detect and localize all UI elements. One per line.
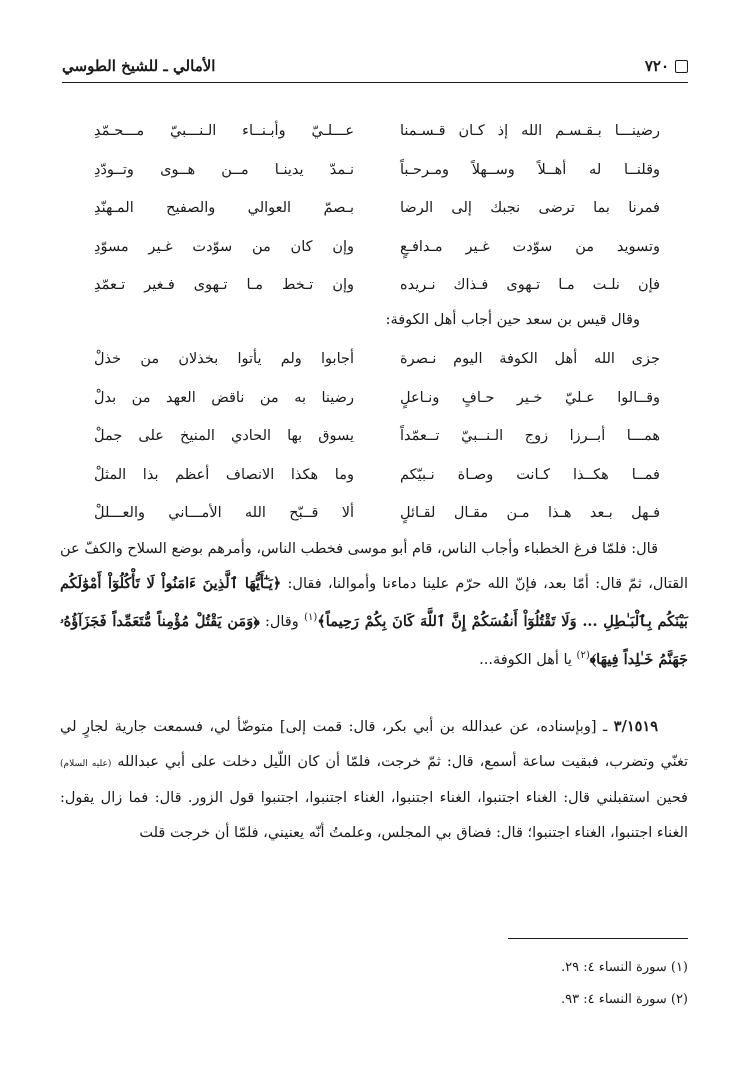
book-title: الأمالي ـ للشيخ الطوسي — [62, 57, 216, 75]
poem-two — [62, 340, 688, 533]
footnote-ref: (١) — [304, 612, 318, 623]
verse-first-hemistich: همـــا أبــرزا زوج الـنــبيّ تــعمّداً — [400, 428, 660, 445]
verse-second-hemistich: ألا قــبّح الله الأمـــاني والعـــللْ — [94, 505, 354, 522]
verse-row — [62, 112, 688, 151]
quran-verse: ﴿يَـٰٓأَيُّهَا ٱلَّذِينَ ءَامَنُواْ لَا تَأْكُلُوٓاْ أَمْوَٰلَكُم بَيْنَكُم بِٱلْبَـٰطِلِ ... وَلَا تَقْتُلُوٓاْ أَنفُسَكُمْ إِنَّ ٱللَّهَ كَانَ بِكُمْ رَحِيماً﴾ — [60, 574, 688, 630]
verse-first-hemistich: وقــالوا عـليّ خـير حـافٍ ونـاعلٍ — [400, 389, 660, 406]
paragraph-text: يا أهل الكوفة... — [479, 652, 577, 669]
verse-row — [62, 228, 688, 267]
honorific: (عليه السلام) — [60, 758, 112, 769]
paragraph-hadith — [60, 710, 688, 850]
verse-first-hemistich: فمــا هكــذا كـانت وصـاة نـبيّكم — [400, 466, 660, 483]
verse-row — [62, 340, 688, 379]
verse-second-hemistich: وإن كان من سوّدت غـير مسوّدِ — [94, 238, 354, 255]
footnote: (١) سورة النساء ٤: ٢٩. — [560, 960, 688, 975]
verse-second-hemistich: بـصمّ العوالي والصفيح المـهنّدِ — [94, 200, 354, 217]
verse-second-hemistich: نـمدّ يدينـا مــن هــوى وتــودّدِ — [94, 161, 354, 178]
hadith-paragraph — [60, 710, 688, 850]
verse-second-hemistich: وإن تـخط مـا تـهوى فـغير تـعمّدِ — [94, 277, 354, 294]
header-rule — [62, 82, 688, 83]
verse-first-hemistich: جزى الله أهل الكوفة اليوم نـصرة — [400, 351, 660, 368]
poem-one — [62, 112, 688, 305]
footnote-ref: (٢) — [576, 650, 590, 662]
verse-first-hemistich: فـهل بـعد هـذا مـن مقـال لقـائلٍ — [400, 505, 660, 522]
verse-row — [62, 494, 688, 533]
footnote: (٢) سورة النساء ٤: ٩٣. — [560, 992, 688, 1007]
footnote-rule — [508, 938, 688, 939]
verse-second-hemistich: وما هكذا الانصاف أعظم بذا المثلْ — [94, 466, 354, 483]
paragraph-text: ـ [وبإسناده، عن عبدالله بن أبي بكر، قال: قمت إلى] متوضّأ لي، فسمعت جارية لجارٍ لي تغنّي وتضرب، فبقيت ساعة أسمع، قال: ثمّ خرجت، فلمّا أن كان اللّيل دخلت على أبي عبدالله — [60, 719, 688, 770]
paragraph-abu-musa — [60, 532, 688, 678]
page-number: ٧٢٠ — [644, 57, 669, 75]
paragraph-text: وقال: — [259, 613, 305, 630]
verse-first-hemistich: وتسويد من سوّدت غـير مـدافـعٍ — [400, 238, 660, 255]
paragraph-text: فحين استقبلني قال: الغناء اجتنبوا، الغناء اجتنبوا، الغناء اجتنبوا، اجتنبوا قول الزور. قال: فما زال يقول: الغناء اجتنبوا، الغناء اجتنبوا؛ قال: فضاق بي المجلس، وعلمتُ أنّه يعنيني، فلمّا أن خرجت قلت — [60, 790, 688, 841]
verse-row — [62, 266, 688, 305]
verse-second-hemistich: يسوق بها الحادي المنيخ على جملْ — [94, 428, 354, 445]
verse-row — [62, 151, 688, 190]
verse-first-hemistich: فإن نلـت مـا تـهوى فـذاك نـريده — [400, 277, 660, 294]
square-icon — [675, 60, 688, 73]
verse-row — [62, 417, 688, 456]
verse-row — [62, 456, 688, 495]
verse-row — [62, 379, 688, 418]
verse-row — [62, 189, 688, 228]
quran-verse: ﴿وَمَن يَقْتُلْ مُؤْمِناً مُّتَعَمِّداً فَجَزَآؤُهُۥ جَهَنَّمُ خَـٰلِداً فِيهَا﴾ — [60, 612, 688, 669]
verse-first-hemistich: رضينـــا بـقـسـم الله إذ كـان قـسـمنا — [400, 123, 660, 140]
verse-second-hemistich: عـــلـيّ وأبـنــاء الـنـــبيّ مـــحـمّدِ — [94, 123, 354, 140]
verse-first-hemistich: وقلنــا له أهــلاً وســهلاً ومـرحـباً — [400, 161, 660, 178]
hadith-number: ٣/١٥١٩ — [613, 718, 658, 735]
narration-paragraph — [60, 532, 688, 678]
page-number-group — [645, 57, 688, 75]
verse-first-hemistich: فمرنا بما ترضى نجبك إلى الرضا — [400, 200, 660, 217]
paragraph-text: قال: فلمّا فرغ الخطباء وأجاب الناس، قام أبو موسى فخطب الناس، وأمرهم بوضع السلاح والكفّ عن القتال، ثمّ قال: أمّا بعد، فإنّ الله حرّم علينا دماءنا وأموالنا، فقال: — [60, 541, 688, 592]
verse-second-hemistich: أجابوا ولم يأتوا بخذلان من خذلْ — [94, 351, 354, 368]
page-header — [62, 52, 688, 80]
verse-second-hemistich: رضينا به من ناقض العهد من بدلْ — [94, 389, 354, 406]
poem-intro: وقال قيس بن سعد حين أجاب أهل الكوفة: — [385, 312, 640, 328]
